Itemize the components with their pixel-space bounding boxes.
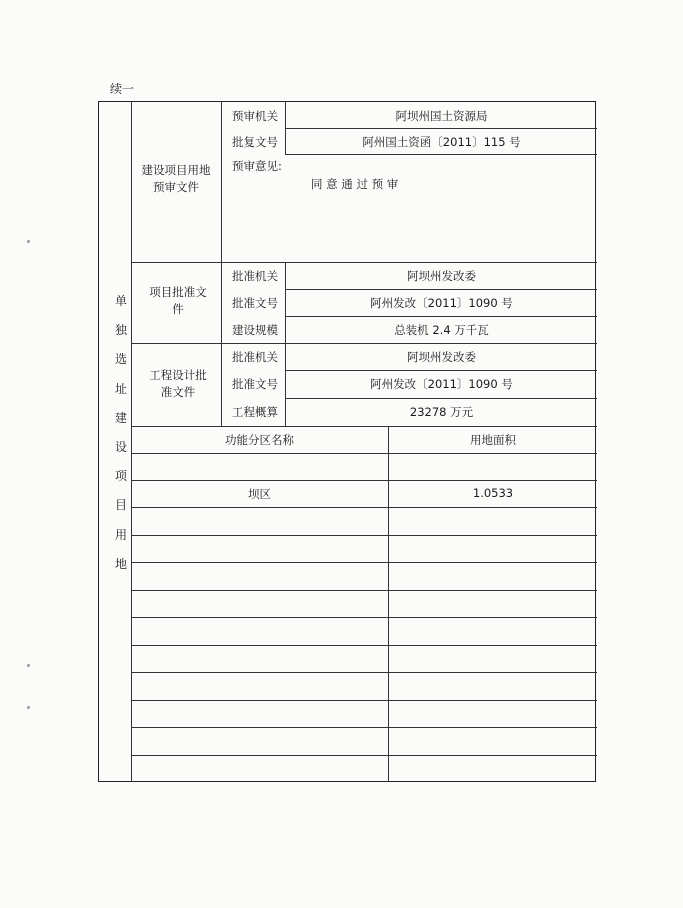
divider [131, 672, 597, 673]
divider [285, 128, 597, 129]
divider [131, 645, 597, 646]
side-char: 设 [114, 440, 127, 455]
field-label-construction-scale: 建设规模 [232, 323, 278, 337]
side-char: 址 [114, 381, 127, 396]
field-label-approval-authority: 批准机关 [232, 269, 278, 283]
side-char: 地 [114, 556, 127, 571]
opinion-text: 同 意 通 过 预 审 [311, 177, 399, 191]
land-use-form-table [98, 101, 596, 782]
field-label-review-authority: 预审机关 [232, 109, 278, 123]
zone-name-header: 功能分区名称 [225, 433, 294, 447]
divider [131, 562, 597, 563]
field-value-budget: 23278 万元 [409, 405, 474, 419]
side-char: 项 [114, 469, 127, 484]
scan-speck [27, 240, 30, 243]
field-label-design-doc-no: 批准文号 [232, 377, 278, 391]
divider [131, 262, 597, 263]
divider [131, 727, 597, 728]
divider [131, 453, 597, 454]
side-char: 建 [114, 410, 127, 425]
field-value-construction-scale: 总装机 2.4 万千瓦 [394, 323, 489, 337]
field-label-design-authority: 批准机关 [232, 350, 278, 364]
divider [131, 700, 597, 701]
divider [221, 102, 222, 426]
divider [285, 154, 597, 155]
side-label-vertical [113, 287, 129, 579]
divider [131, 343, 597, 344]
field-value-reply-doc-no: 阿州国土资函〔2011〕115 号 [362, 135, 521, 149]
field-value-design-doc-no: 阿州发改〔2011〕1090 号 [370, 377, 513, 391]
zone-area-header: 用地面积 [470, 433, 516, 447]
divider [131, 535, 597, 536]
field-value-review-authority: 阿坝州国土资源局 [395, 109, 488, 123]
divider [285, 370, 597, 371]
section-label-project-approval: 项目批准文 件 [149, 285, 207, 316]
side-char: 选 [114, 352, 127, 367]
divider [285, 316, 597, 317]
side-char: 独 [114, 323, 127, 338]
side-char: 目 [114, 498, 127, 513]
field-label-budget: 工程概算 [232, 405, 278, 419]
field-label-approval-doc-no: 批准文号 [232, 296, 278, 310]
field-label-reply-doc-no: 批复文号 [232, 135, 278, 149]
divider [131, 590, 597, 591]
scan-speck [27, 664, 30, 667]
divider [131, 426, 597, 427]
scan-speck [27, 706, 30, 709]
zone-row-area: 1.0533 [472, 486, 514, 500]
opinion-label: 预审意见: [232, 159, 282, 173]
divider [131, 617, 597, 618]
field-value-design-authority: 阿坝州发改委 [407, 350, 476, 364]
divider [285, 262, 286, 426]
continued-label: 续一 [110, 82, 135, 96]
divider [131, 507, 597, 508]
section-label-design-approval: 工程设计批准文件 [149, 368, 207, 399]
zone-row-name: 坝区 [248, 487, 271, 501]
side-char: 用 [114, 527, 127, 542]
divider [131, 755, 597, 756]
side-char: 单 [114, 294, 127, 308]
divider [285, 398, 597, 399]
field-value-approval-doc-no: 阿州发改〔2011〕1090 号 [370, 296, 513, 310]
field-value-approval-authority: 阿坝州发改委 [407, 269, 476, 283]
section-label-pre-review: 建设项目用地预审文件 [141, 163, 211, 194]
divider [131, 480, 597, 481]
divider [285, 289, 597, 290]
